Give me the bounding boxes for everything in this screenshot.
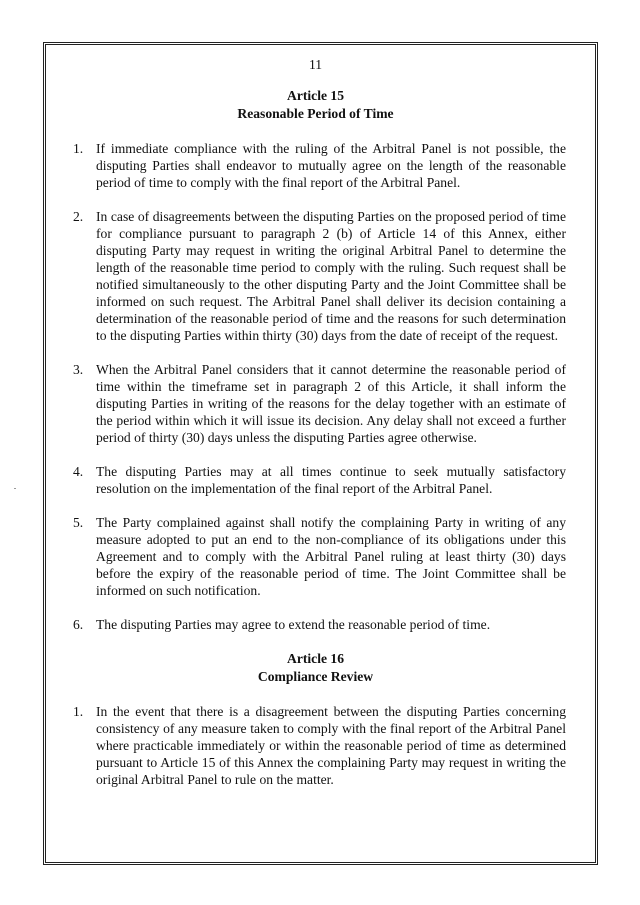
clause-text: The disputing Parties may at all times continue to seek mutually satisfactory resolution on the implementation of the final report of the Arbitral Panel. [96, 464, 566, 496]
clause-item [65, 140, 566, 191]
clause-item [65, 616, 566, 633]
article-15-heading [65, 87, 566, 123]
clause-number: 1. [73, 141, 84, 156]
article-15-title: Reasonable Period of Time [237, 106, 394, 121]
clause-item [65, 463, 566, 497]
clause-text: If immediate compliance with the ruling of the Arbitral Panel is not possible, the disputing Parties shall endeavor to mutually agree on the length of the reasonable period of time to comply with the final report of the Arbitral Panel. [96, 141, 566, 190]
article-15-number: Article 15 [287, 88, 344, 103]
clause-text: In the event that there is a disagreement between the disputing Parties concerning consistency of any measure taken to comply with the final report of the Arbitral Panel where practicable immediately or within the reasonable period of time as determined pursuant to Article 15 of this Annex the complaining Party may request in writing the original Arbitral Panel to rule on the matter. [96, 704, 566, 787]
clause-number: 4. [73, 464, 84, 479]
article-16-heading [65, 650, 566, 686]
clause-item [65, 514, 566, 599]
scan-margin-mark [14, 488, 16, 489]
clause-item [65, 703, 566, 788]
clause-text: The Party complained against shall notify the complaining Party in writing of any measure adopted to put an end to the non-compliance of its obligations under this Agreement and to comply with the Arbitral Panel ruling at least thirty (30) days before the expiry of the reasonable period of time. The Joint Committee shall be informed on such notification. [96, 515, 566, 598]
article-16-title: Compliance Review [257, 669, 374, 684]
article-15-clauses [65, 140, 566, 633]
clause-number: 5. [73, 515, 84, 530]
page-number: 11 [308, 57, 323, 72]
article-16-clauses [65, 703, 566, 788]
clause-item [65, 208, 566, 344]
clause-number: 1. [73, 704, 84, 719]
clause-number: 2. [73, 209, 84, 224]
article-16-number: Article 16 [287, 651, 344, 666]
clause-number: 3. [73, 362, 84, 377]
document-body [45, 44, 596, 805]
clause-item [65, 361, 566, 446]
clause-text: The disputing Parties may agree to extend the reasonable period of time. [96, 617, 491, 632]
clause-number: 6. [73, 617, 84, 632]
clause-text: When the Arbitral Panel considers that it cannot determine the reasonable period of time within the timeframe set in paragraph 2 of this Article, it shall inform the disputing Parties in writing of the reasons for the delay together with an estimate of the period within which it will issue its decision. Any delay shall not exceed a further period of thirty (30) days unless the disputing Parties agree otherwise. [96, 362, 566, 445]
clause-text: In case of disagreements between the disputing Parties on the proposed period of time for compliance pursuant to paragraph 2 (b) of Article 14 of this Annex, either disputing Party may request in writing the original Arbitral Panel to determine the length of the reasonable time period to comply with the ruling. Such request shall be notified simultaneously to the other disputing Party and the Joint Committee shall be informed on such request. The Arbitral Panel shall deliver its decision containing a determination of the reasonable period of time and the reasons for such determination to the disputing Parties within thirty (30) days from the date of receipt of the request. [96, 209, 566, 343]
